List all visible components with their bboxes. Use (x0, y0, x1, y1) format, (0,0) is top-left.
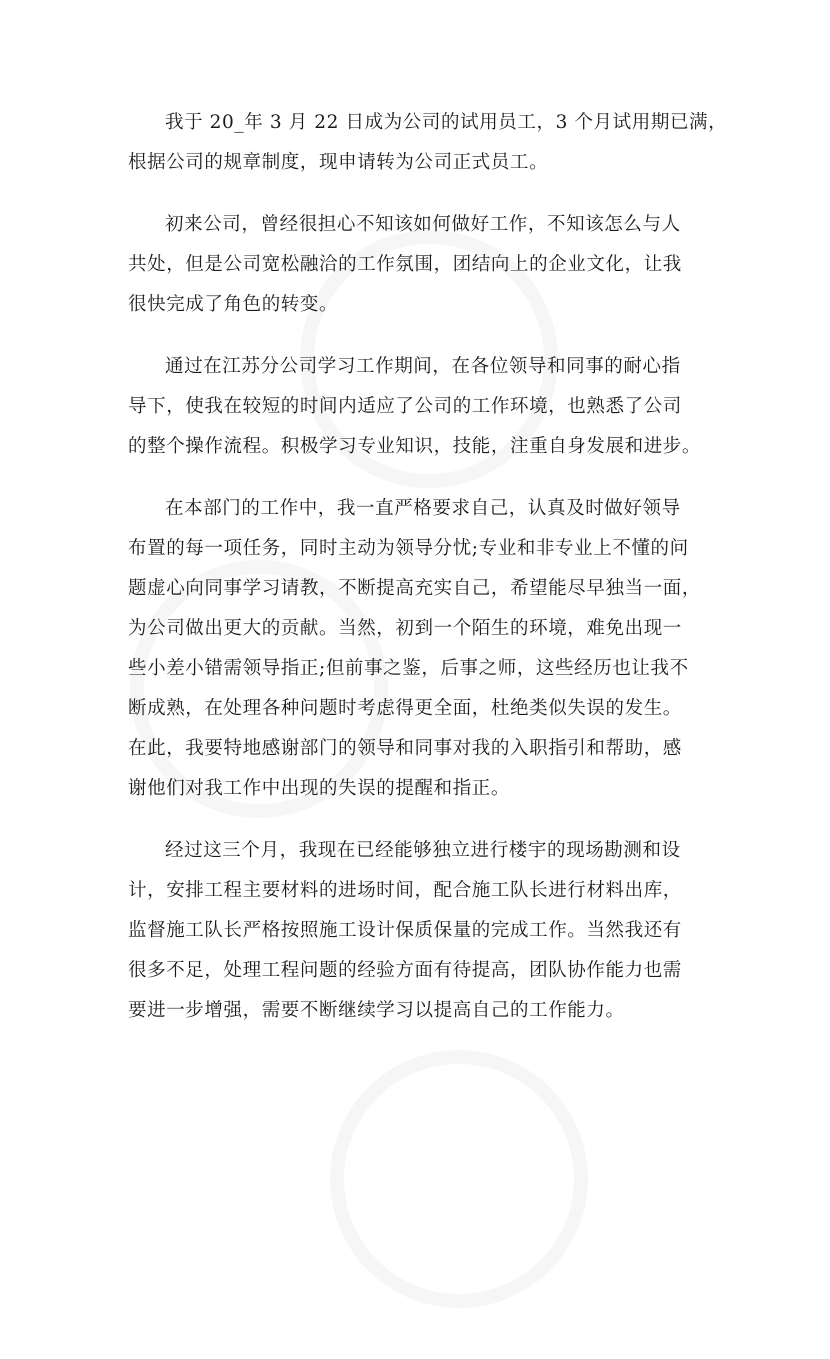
text-line: 通过在江苏分公司学习工作期间，在各位领导和同事的耐心指 (165, 356, 681, 377)
text-line: 的整个操作流程。积极学习专业知识，技能，注重自身发展和进步。 (128, 436, 702, 457)
paragraph-4 (128, 489, 718, 809)
text-line: 很快完成了角色的转变。 (128, 294, 339, 315)
text-line: 我于 20_年 3 月 22 日成为公司的试用员工，3 个月试用期已满， (165, 112, 728, 133)
text-line: 为公司做出更大的贡献。当然，初到一个陌生的环境，难免出现一 (128, 618, 682, 639)
watermark-stamp (279, 999, 638, 1358)
text-line: 谢他们对我工作中出现的失误的提醒和指正。 (128, 778, 511, 799)
text-line: 共处，但是公司宽松融洽的工作氛围，团结向上的企业文化，让我 (128, 254, 682, 275)
text-line: 根据公司的规章制度，现申请转为公司正式员工。 (128, 152, 549, 173)
text-line: 监督施工队长严格按照施工设计保质保量的完成工作。当然我还有 (128, 920, 682, 941)
paragraph-5 (128, 831, 718, 1031)
text-line: 断成熟，在处理各种问题时考虑得更全面，杜绝类似失误的发生。 (128, 698, 682, 719)
document-body (128, 103, 728, 1031)
paragraph-2 (128, 205, 718, 325)
text-line: 题虚心向同事学习请教，不断提高充实自己，希望能尽早独当一面， (128, 578, 702, 599)
text-line: 经过这三个月，我现在已经能够独立进行楼宇的现场勘测和设 (165, 840, 681, 861)
text-line: 计，安排工程主要材料的进场时间，配合施工队长进行材料出库， (128, 880, 682, 901)
text-line: 在本部门的工作中，我一直严格要求自己，认真及时做好领导 (165, 498, 681, 519)
text-line: 初来公司，曾经很担心不知该如何做好工作，不知该怎么与人 (165, 214, 681, 235)
text-line: 很多不足，处理工程问题的经验方面有待提高，团队协作能力也需 (128, 960, 682, 981)
text-line: 布置的每一项任务，同时主动为领导分忧;专业和非专业上不懂的问 (128, 538, 689, 559)
paragraph-3 (128, 347, 718, 467)
text-line: 在此，我要特地感谢部门的领导和同事对我的入职指引和帮助，感 (128, 738, 682, 759)
paragraph-1 (128, 103, 728, 183)
text-line: 些小差小错需领导指正;但前事之鉴，后事之师，这些经历也让我不 (128, 658, 689, 679)
text-line: 导下，使我在较短的时间内适应了公司的工作环境，也熟悉了公司 (128, 396, 682, 417)
text-line: 要进一步增强，需要不断继续学习以提高自己的工作能力。 (128, 1000, 625, 1021)
